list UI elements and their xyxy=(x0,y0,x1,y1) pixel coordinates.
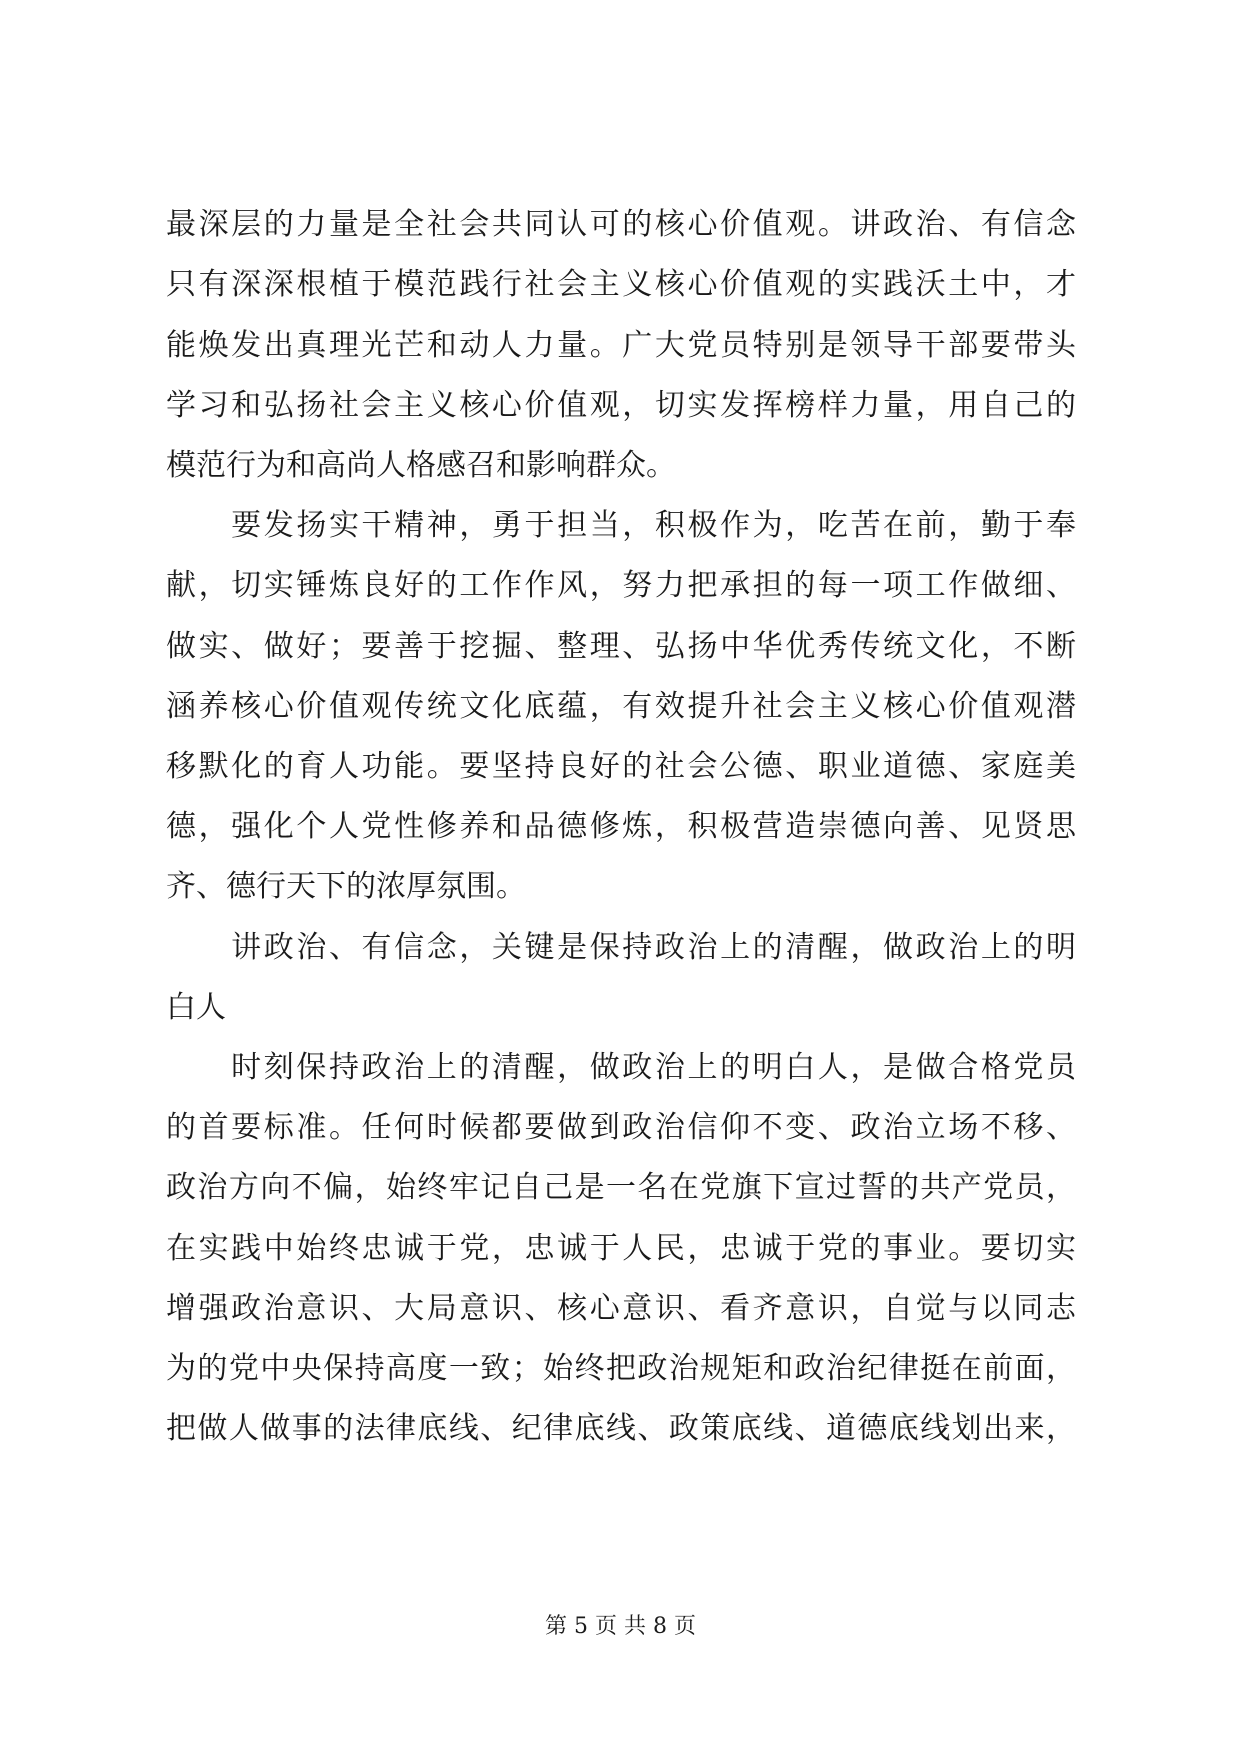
body-text-line: 能焕发出真理光芒和动人力量。广大党员特别是领导干部要带头 xyxy=(166,328,1076,363)
body-text-line: 涵养核心价值观传统文化底蕴，有效提升社会主义核心价值观潜 xyxy=(166,689,1076,724)
body-text-line: 德，强化个人党性修养和品德修炼，积极营造崇德向善、见贤思 xyxy=(166,809,1076,844)
body-text-line: 把做人做事的法律底线、纪律底线、政策底线、道德底线划出来， xyxy=(166,1411,1076,1446)
body-text-line: 模范行为和高尚人格感召和影响群众。 xyxy=(166,448,676,483)
body-text-line: 讲政治、有信念，关键是保持政治上的清醒，做政治上的明 xyxy=(166,930,1076,965)
body-text-line: 在实践中始终忠诚于党，忠诚于人民，忠诚于党的事业。要切实 xyxy=(166,1231,1076,1266)
body-text-line: 增强政治意识、大局意识、核心意识、看齐意识，自觉与以同志 xyxy=(166,1291,1076,1326)
body-text-line: 学习和弘扬社会主义核心价值观，切实发挥榜样力量，用自己的 xyxy=(166,388,1076,423)
body-text-line: 做实、做好；要善于挖掘、整理、弘扬中华优秀传统文化，不断 xyxy=(166,629,1076,664)
body-text-line: 移默化的育人功能。要坚持良好的社会公德、职业道德、家庭美 xyxy=(166,749,1076,784)
body-text-line: 政治方向不偏，始终牢记自己是一名在党旗下宣过誓的共产党员， xyxy=(166,1170,1076,1205)
body-text-line: 只有深深根植于模范践行社会主义核心价值观的实践沃土中，才 xyxy=(166,267,1076,302)
body-text-line: 献，切实锤炼良好的工作作风，努力把承担的每一项工作做细、 xyxy=(166,568,1076,603)
body-text-line: 为的党中央保持高度一致；始终把政治规矩和政治纪律挺在前面， xyxy=(166,1351,1076,1386)
body-text-line: 的首要标准。任何时候都要做到政治信仰不变、政治立场不移、 xyxy=(166,1110,1076,1145)
body-text-line: 齐、德行天下的浓厚氛围。 xyxy=(166,869,526,904)
body-text-line: 白人 xyxy=(166,990,226,1025)
page-number-footer: 第 5 页 共 8 页 xyxy=(545,1614,696,1639)
body-text-line: 要发扬实干精神，勇于担当，积极作为，吃苦在前，勤于奉 xyxy=(166,508,1076,543)
body-text-line: 最深层的力量是全社会共同认可的核心价值观。讲政治、有信念 xyxy=(166,207,1076,242)
body-text-line: 时刻保持政治上的清醒，做政治上的明白人，是做合格党员 xyxy=(166,1050,1076,1085)
